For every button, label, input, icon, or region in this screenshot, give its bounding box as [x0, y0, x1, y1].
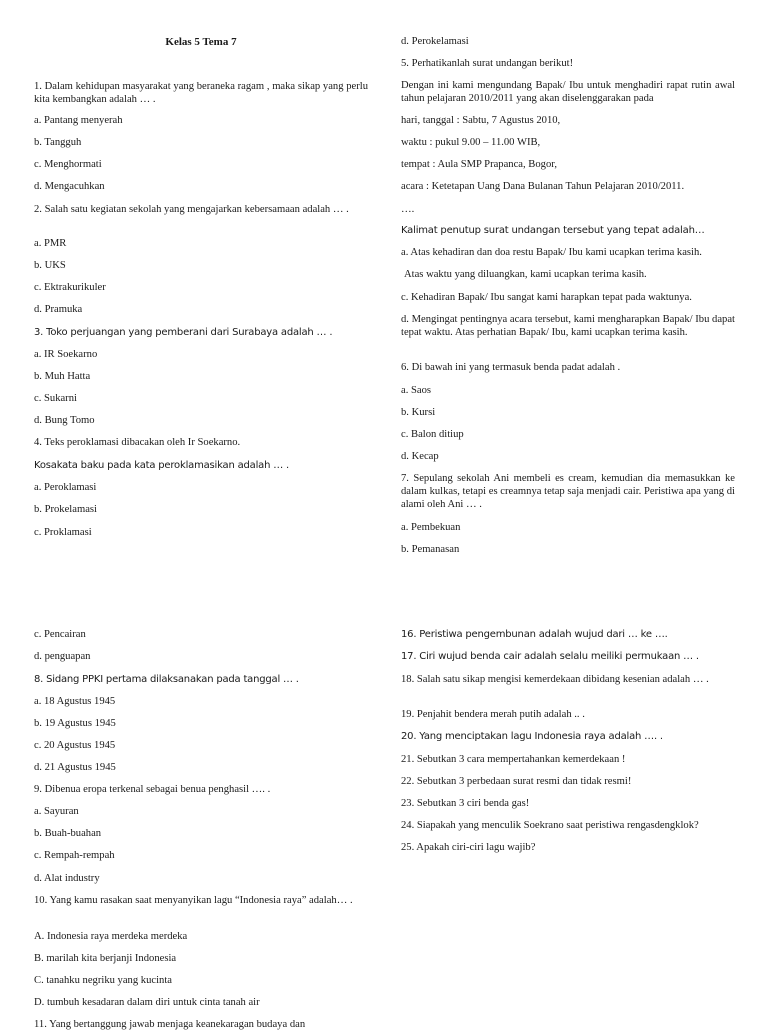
- option-4d: d. Perokelamasi: [401, 36, 469, 47]
- question-4: 4. Teks peroklamasi dibacakan oleh Ir Soekarno.: [34, 437, 241, 448]
- option-10b: B. marilah kita berjanji Indonesia: [34, 953, 177, 964]
- question-10: 10. Yang kamu rasakan saat menyanyikan lagu “Indonesia raya” adalah… .: [34, 895, 353, 906]
- question-5-prompt: Kalimat penutup surat undangan tersebut yang tepat adalah…: [401, 225, 705, 236]
- option-3d: d. Bung Tomo: [34, 415, 95, 426]
- option-5a: a. Atas kehadiran dan doa restu Bapak/ Ibu kami ucapkan terima kasih.: [401, 247, 702, 258]
- question-11: 11. Yang bertanggung jawab menjaga keanekaragan budaya dan: [34, 1019, 306, 1030]
- option-3b: b. Muh Hatta: [34, 371, 91, 382]
- option-9b: b. Buah-buahan: [34, 828, 102, 839]
- option-2d: d. Pramuka: [34, 304, 83, 315]
- question-7: 7. Sepulang sekolah Ani membeli es cream, kemudian dia memasukkan ke dalam kulkas, tetapi es creamnya tetap saja menjadi cair. Peristiwa apa yang di alami oleh Ani … .: [401, 473, 735, 510]
- question-4-prompt: Kosakata baku pada kata peroklamasikan adalah … .: [34, 460, 289, 471]
- option-4c: c. Proklamasi: [34, 527, 92, 538]
- option-2b: b. UKS: [34, 260, 66, 271]
- option-4a: a. Peroklamasi: [34, 482, 97, 493]
- question-16: 16. Peristiwa pengembunan adalah wujud dari … ke ….: [401, 629, 668, 640]
- worksheet-page-2: [0, 612, 768, 1030]
- option-10c: C. tanahku negriku yang kucinta: [34, 975, 172, 986]
- question-5: 5. Perhatikanlah surat undangan berikut!: [401, 58, 574, 69]
- question-18: 18. Salah satu sikap mengisi kemerdekaan dibidang kesenian adalah … .: [401, 674, 709, 685]
- question-20: 20. Yang menciptakan lagu Indonesia raya adalah …. .: [401, 731, 663, 742]
- question-21: 21. Sebutkan 3 cara mempertahankan kemerdekaan !: [401, 754, 626, 765]
- worksheet-title: Kelas 5 Tema 7: [165, 36, 237, 48]
- invitation-event: acara : Ketetapan Uang Dana Bulanan Tahun Pelajaran 2010/2011.: [401, 181, 685, 192]
- option-1d: d. Mengacuhkan: [34, 181, 105, 192]
- option-6a: a. Saos: [401, 385, 432, 396]
- invitation-date: hari, tanggal : Sabtu, 7 Agustus 2010,: [401, 115, 561, 126]
- option-7d: d. penguapan: [34, 651, 91, 662]
- question-3: 3. Toko perjuangan yang pemberani dari Surabaya adalah … .: [34, 327, 333, 338]
- option-1b: b. Tangguh: [34, 137, 82, 148]
- option-9d: d. Alat industry: [34, 873, 100, 884]
- option-5c: c. Kehadiran Bapak/ Ibu sangat kami harapkan tepat pada waktunya.: [401, 292, 692, 303]
- page-gap: [0, 596, 768, 612]
- option-8b: b. 19 Agustus 1945: [34, 718, 116, 729]
- question-19: 19. Penjahit bendera merah putih adalah .. .: [401, 709, 585, 720]
- option-6c: c. Balon ditiup: [401, 429, 464, 440]
- option-3a: a. IR Soekarno: [34, 349, 98, 360]
- option-7a: a. Pembekuan: [401, 522, 461, 533]
- option-1c: c. Menghormati: [34, 159, 102, 170]
- option-10a: A. Indonesia raya merdeka merdeka: [34, 931, 188, 942]
- question-24: 24. Siapakah yang menculik Soekrano saat peristiwa rengasdengklok?: [401, 820, 699, 831]
- option-6b: b. Kursi: [401, 407, 436, 418]
- question-6: 6. Di bawah ini yang termasuk benda padat adalah .: [401, 362, 621, 373]
- option-6d: d. Kecap: [401, 451, 439, 462]
- option-7b: b. Pemanasan: [401, 544, 460, 555]
- option-2a: a. PMR: [34, 238, 67, 249]
- invitation-ellipsis: ….: [401, 204, 415, 215]
- question-22: 22. Sebutkan 3 perbedaan surat resmi dan tidak resmi!: [401, 776, 632, 787]
- question-23: 23. Sebutkan 3 ciri benda gas!: [401, 798, 530, 809]
- option-9c: c. Rempah-rempah: [34, 850, 115, 861]
- option-9a: a. Sayuran: [34, 806, 79, 817]
- option-2c: c. Ektrakurikuler: [34, 282, 106, 293]
- option-4b: b. Prokelamasi: [34, 504, 97, 515]
- option-3c: c. Sukarni: [34, 393, 77, 404]
- option-8d: d. 21 Agustus 1945: [34, 762, 116, 773]
- invitation-body: Dengan ini kami mengundang Bapak/ Ibu untuk menghadiri rapat rutin awal tahun pelajaran 2010/2011 yang akan diselenggarakan pada: [401, 80, 735, 104]
- question-1: 1. Dalam kehidupan masyarakat yang beraneka ragam , maka sikap yang perlu kita kembangkan adalah … .: [34, 81, 368, 105]
- question-17: 17. Ciri wujud benda cair adalah selalu meiliki permukaan … .: [401, 651, 699, 662]
- invitation-time: waktu : pukul 9.00 – 11.00 WIB,: [401, 137, 541, 148]
- question-8: 8. Sidang PPKI pertama dilaksanakan pada tanggal … .: [34, 674, 299, 685]
- option-5b: Atas waktu yang diluangkan, kami ucapkan terima kasih.: [404, 269, 647, 280]
- option-10d: D. tumbuh kesadaran dalam diri untuk cinta tanah air: [34, 997, 260, 1008]
- question-9: 9. Dibenua eropa terkenal sebagai benua penghasil …. .: [34, 784, 271, 795]
- question-2: 2. Salah satu kegiatan sekolah yang mengajarkan kebersamaan adalah … .: [34, 204, 349, 215]
- option-5d: d. Mengingat pentingnya acara tersebut, kami mengharapkan Bapak/ Ibu dapat tepat waktu. Atas perhatian Bapak/ Ibu, kami ucapkan terima kasih.: [401, 314, 735, 338]
- question-25: 25. Apakah ciri-ciri lagu wajib?: [401, 842, 536, 853]
- option-8a: a. 18 Agustus 1945: [34, 696, 116, 707]
- option-7c: c. Pencairan: [34, 629, 86, 640]
- option-8c: c. 20 Agustus 1945: [34, 740, 116, 751]
- invitation-place: tempat : Aula SMP Prapanca, Bogor,: [401, 159, 558, 170]
- option-1a: a. Pantang menyerah: [34, 115, 123, 126]
